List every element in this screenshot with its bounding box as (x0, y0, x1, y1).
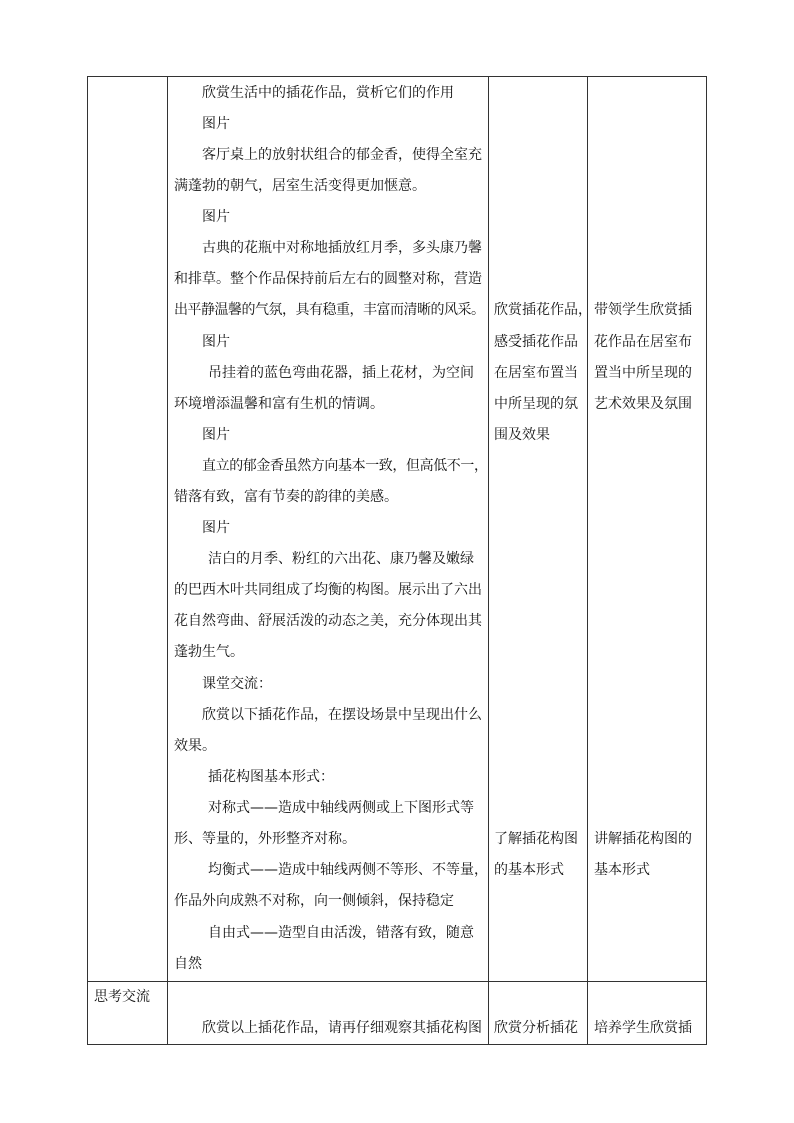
content-line: 插花构图基本形式： (208, 769, 334, 785)
content-line: 均衡式——造成中轴线两侧不等形、不等量， (208, 862, 488, 878)
student-line: 欣赏分析插花 (494, 1020, 578, 1036)
content-line: 图片 (202, 334, 230, 350)
content-line: 洁白的月季、粉红的六出花、康乃馨及嫩绿 (208, 551, 474, 567)
content-line: 花自然弯曲、舒展活泼的动态之美，充分体现出其 (174, 613, 482, 629)
content-line: 出平静温馨的气氛，具有稳重，丰富而清晰的风采。 (174, 302, 485, 318)
content-line: 效果。 (174, 738, 216, 754)
content-line: 自然 (174, 956, 202, 972)
student-line: 了解插花构图 (494, 831, 578, 847)
content-line: 满蓬勃的朝气，居室生活变得更加惬意。 (174, 178, 426, 194)
content-line: 对称式——造成中轴线两侧或上下图形式等 (208, 800, 474, 816)
content-line: 蓬勃生气。 (174, 644, 244, 660)
column-divider-1 (167, 76, 168, 1045)
content-line: 课堂交流： (202, 676, 272, 692)
content-line: 形、等量的，外形整齐对称。 (174, 831, 356, 847)
student-line: 的基本形式 (494, 862, 564, 878)
student-line: 中所呈现的氛 (494, 396, 578, 412)
content-line: 图片 (202, 116, 230, 132)
table-top-border (87, 76, 707, 77)
content-line: 的巴西木叶共同组成了均衡的构图。展示出了六出 (174, 582, 482, 598)
content-line: 环境增添温馨和富有生机的情调。 (174, 396, 384, 412)
student-line: 在居室布置当 (494, 365, 578, 381)
table-left-border (87, 76, 88, 1045)
teacher-line: 带领学生欣赏插 (594, 302, 692, 318)
student-line: 围及效果 (494, 427, 550, 443)
row-divider (87, 981, 707, 982)
student-line: 感受插花作品 (494, 334, 578, 350)
teacher-line: 花作品在居室布 (594, 334, 692, 350)
teacher-line: 培养学生欣赏插 (594, 1020, 692, 1036)
teacher-line: 艺术效果及氛围 (594, 396, 692, 412)
content-line: 图片 (202, 520, 230, 536)
teacher-line: 置当中所呈现的 (594, 365, 692, 381)
content-line: 图片 (202, 209, 230, 225)
content-line: 错落有致，富有节奏的韵律的美感。 (174, 489, 398, 505)
content-line: 客厅桌上的放射状组合的郁金香，使得全室充 (202, 147, 482, 163)
content-line: 吊挂着的蓝色弯曲花器，插上花材，为空间 (208, 365, 474, 381)
content-line: 自由式——造型自由活泼，错落有致，随意 (208, 925, 474, 941)
column-divider-2 (488, 76, 489, 1045)
content-line: 图片 (202, 427, 230, 443)
column-divider-3 (587, 76, 588, 1045)
teacher-line: 讲解插花构图的 (594, 831, 692, 847)
stage-label: 思考交流 (94, 989, 150, 1005)
content-line: 欣赏以上插花作品，请再仔细观察其插花构图 (202, 1020, 482, 1036)
content-line: 直立的郁金香虽然方向基本一致，但高低不一， (202, 458, 488, 474)
table-bottom-border (87, 1044, 707, 1045)
content-line: 欣赏生活中的插花作品，赏析它们的作用 (202, 85, 454, 101)
content-line: 欣赏以下插花作品，在摆设场景中呈现出什么 (202, 707, 482, 723)
content-line: 和排草。整个作品保持前后左右的圆整对称，营造 (174, 271, 482, 287)
teacher-line: 基本形式 (594, 862, 650, 878)
table-right-border (706, 76, 707, 1045)
student-line: 欣赏插花作品， (494, 302, 592, 318)
content-line: 作品外向成熟不对称，向一侧倾斜，保持稳定 (174, 893, 454, 909)
content-line: 古典的花瓶中对称地插放红月季，多头康乃馨 (202, 240, 482, 256)
